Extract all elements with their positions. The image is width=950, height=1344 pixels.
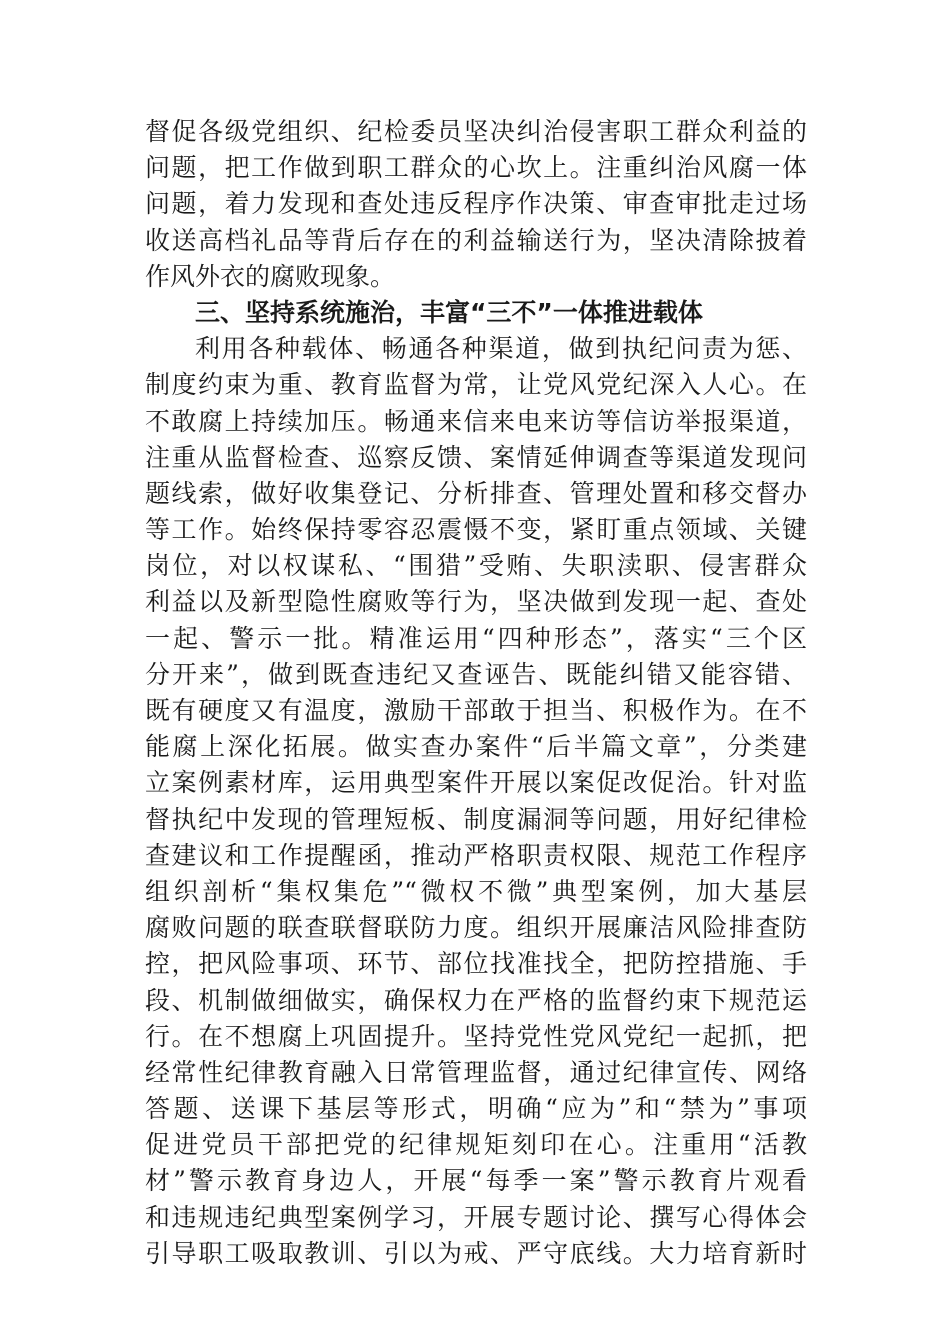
text-line: 督执纪中发现的管理短板、制度漏洞等问题，用好纪律检	[145, 804, 807, 834]
text-line: 注重从监督检查、巡察反馈、案情延伸调查等渠道发现问	[145, 442, 807, 472]
text-line: 腐败问题的联查联督联防力度。组织开展廉洁风险排查防	[145, 913, 807, 943]
text-line: 段、机制做细做实，确保权力在严格的监督约束下规范运	[145, 985, 807, 1015]
text-line: 岗位，对以权谋私、“围猎”受贿、失职渎职、侵害群众	[145, 551, 807, 581]
section-heading: 三、坚持系统施治，丰富“三不”一体推进载体	[195, 297, 703, 327]
text-line: 利益以及新型隐性腐败等行为，坚决做到发现一起、查处	[145, 587, 807, 617]
text-line: 一起、警示一批。精准运用“四种形态”，落实“三个区	[145, 623, 807, 653]
text-line: 查建议和工作提醒函，推动严格职责权限、规范工作程序	[145, 840, 807, 870]
text-line: 分开来”，做到既查违纪又查诬告、既能纠错又能容错、	[145, 659, 807, 689]
text-line: 题线索，做好收集登记、分析排查、管理处置和移交督办	[145, 478, 807, 508]
text-line: 问题，着力发现和查处违反程序作决策、审查审批走过场	[145, 189, 807, 219]
text-line: 材”警示教育身边人，开展“每季一案”警示教育片观看	[145, 1166, 807, 1196]
text-line: 组织剖析“集权集危”“微权不微”典型案例，加大基层	[145, 876, 807, 906]
text-line: 控，把风险事项、环节、部位找准找全，把防控措施、手	[145, 949, 807, 979]
text-line: 和违规违纪典型案例学习，开展专题讨论、撰写心得体会	[145, 1202, 807, 1232]
text-line: 不敢腐上持续加压。畅通来信来电来访等信访举报渠道，	[145, 406, 807, 436]
text-line: 作风外衣的腐败现象。	[145, 261, 396, 291]
text-line: 收送高档礼品等背后存在的利益输送行为，坚决清除披着	[145, 225, 807, 255]
paragraph-1	[145, 114, 807, 295]
text-line: 制度约束为重、教育监督为常，让党风党纪深入人心。在	[145, 370, 807, 400]
document-body	[145, 114, 807, 1272]
text-line: 问题，把工作做到职工群众的心坎上。注重纠治风腐一体	[145, 153, 807, 183]
text-line: 既有硬度又有温度，激励干部敢于担当、积极作为。在不	[145, 696, 807, 725]
text-line: 行。在不想腐上巩固提升。坚持党性党风党纪一起抓，把	[145, 1021, 807, 1051]
text-line: 引导职工吸取教训、引以为戒、严守底线。大力培育新时	[145, 1238, 807, 1268]
text-line: 督促各级党组织、纪检委员坚决纠治侵害职工群众利益的	[145, 117, 807, 146]
text-line: 促进党员干部把党的纪律规矩刻印在心。注重用“活教	[145, 1130, 807, 1160]
text-line: 答题、送课下基层等形式，明确“应为”和“禁为”事项	[145, 1094, 807, 1124]
text-line: 经常性纪律教育融入日常管理监督，通过纪律宣传、网络	[145, 1057, 807, 1087]
text-line: 利用各种载体、畅通各种渠道，做到执纪问责为惩、	[195, 334, 807, 364]
text-line: 等工作。始终保持零容忍震慑不变，紧盯重点领域、关键	[145, 515, 807, 545]
text-line: 能腐上深化拓展。做实查办案件“后半篇文章”，分类建	[145, 732, 807, 762]
text-line: 立案例素材库，运用典型案件开展以案促改促治。针对监	[145, 768, 807, 798]
paragraph-2	[145, 331, 807, 1272]
